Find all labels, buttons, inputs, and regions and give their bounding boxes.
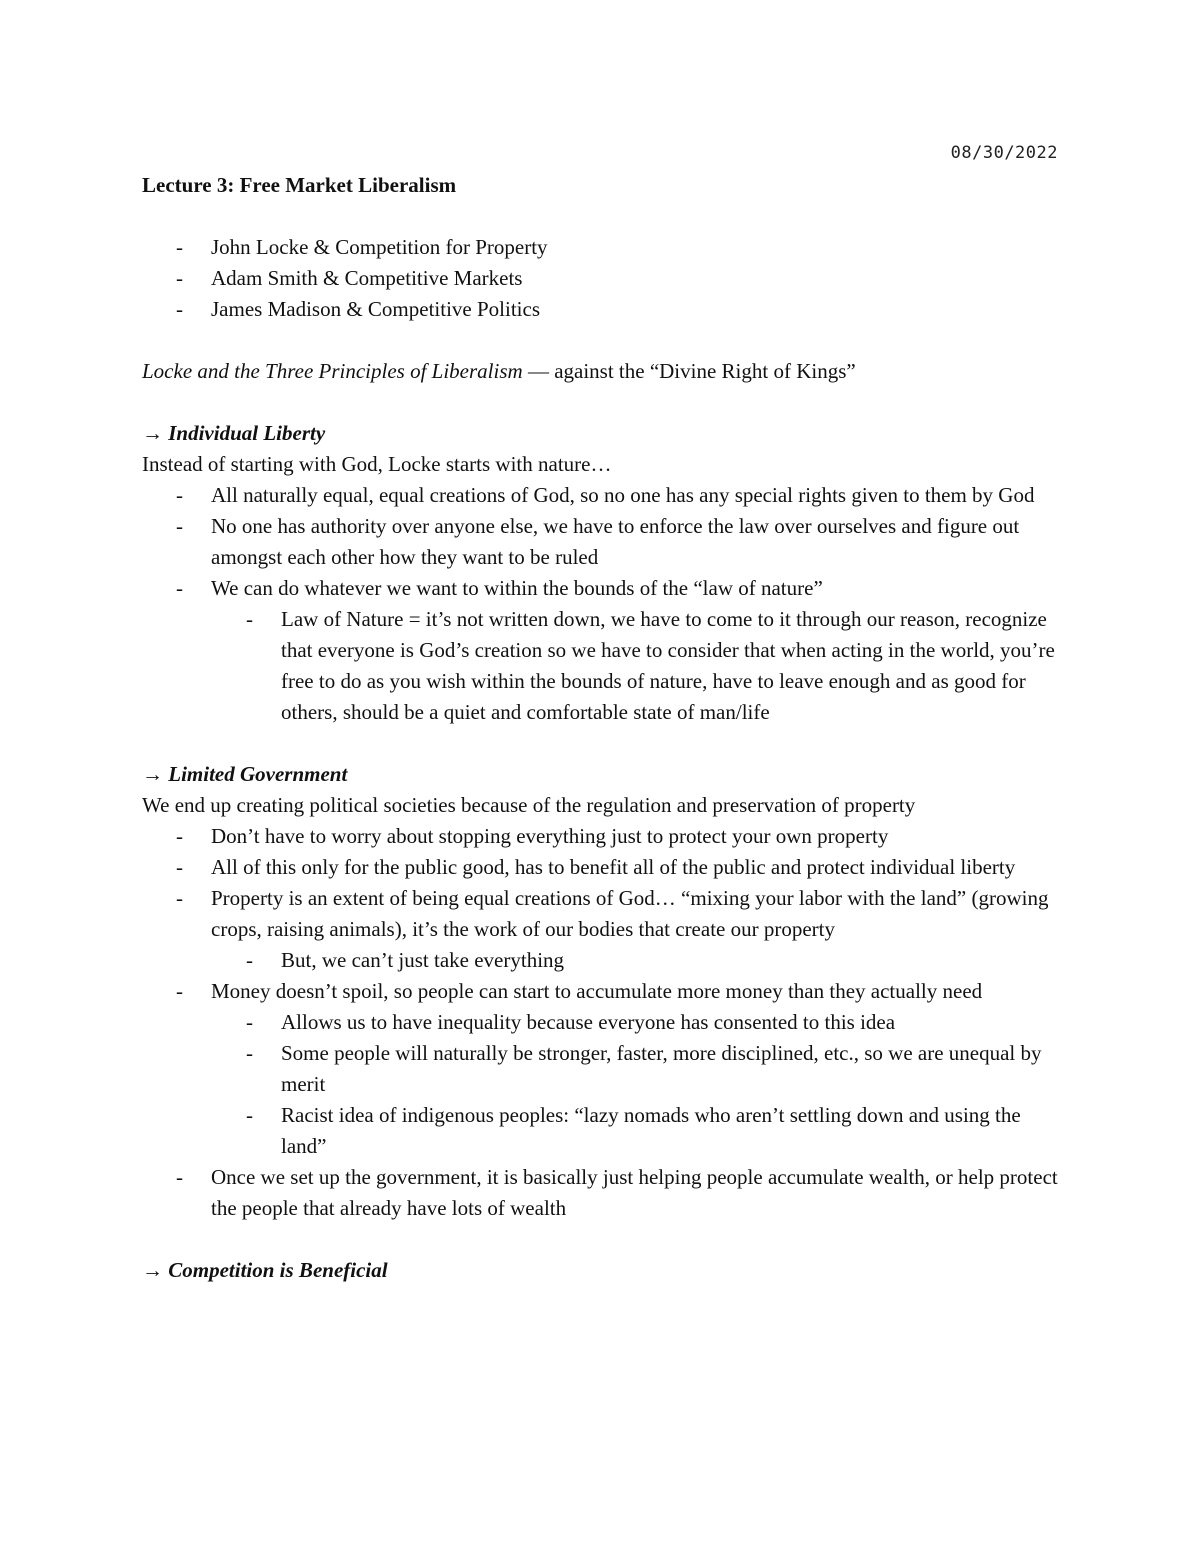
law-of-nature-sublist	[211, 604, 1062, 728]
outline-item: - Adam Smith & Competitive Markets	[211, 263, 1062, 294]
list-item-text: We can do whatever we want to within the bounds of the “law of nature”	[211, 576, 823, 600]
outline-item: - James Madison & Competitive Politics	[211, 294, 1062, 325]
sub-list-item: - Some people will naturally be stronger, faster, more disciplined, etc., so we are unequal by merit	[281, 1038, 1062, 1100]
section-heading-individual-liberty: → Individual Liberty	[142, 421, 326, 445]
list-item-text: Money doesn’t spoil, so people can start to accumulate more money than they actually need	[211, 979, 983, 1003]
principles-heading	[142, 356, 1062, 387]
list-item	[211, 883, 1062, 976]
limited-government-intro: We end up creating political societies because of the regulation and preservation of property	[142, 793, 916, 817]
list-item	[211, 976, 1062, 1162]
individual-liberty-list	[142, 480, 1062, 728]
limited-government-list	[142, 821, 1062, 1224]
list-item: - Once we set up the government, it is basically just helping people accumulate wealth, or help protect the people that already have lots of wealth	[211, 1162, 1062, 1224]
lecture-title: Lecture 3: Free Market Liberalism	[142, 173, 457, 197]
document-date: 08/30/2022	[950, 143, 1058, 163]
outline-item: - John Locke & Competition for Property	[211, 232, 1062, 263]
property-sublist	[211, 945, 1062, 976]
section-heading-competition: → Competition is Beneficial	[142, 1258, 388, 1282]
individual-liberty-intro: Instead of starting with God, Locke starts with nature…	[142, 452, 612, 476]
list-item	[211, 573, 1062, 728]
list-item: - No one has authority over anyone else, we have to enforce the law over ourselves and figure out amongst each other how they want to be ruled	[211, 511, 1062, 573]
principles-heading-italic: Locke and the Three Principles of Liberalism	[142, 359, 523, 383]
document-body	[142, 170, 1062, 1286]
list-item: - All of this only for the public good, has to benefit all of the public and protect individual liberty	[211, 852, 1062, 883]
section-heading-limited-government: → Limited Government	[142, 762, 348, 786]
sub-list-item: - Allows us to have inequality because everyone has consented to this idea	[281, 1007, 1062, 1038]
sub-list-item: - Law of Nature = it’s not written down, we have to come to it through our reason, recognize that everyone is God’s creation so we have to consider that when acting in the world, you’re free to do as you wish within the bounds of nature, have to leave enough and as good for others, should be a quiet and comfortable state of man/life	[281, 604, 1062, 728]
list-item-text: Property is an extent of being equal creations of God… “mixing your labor with the land” (growing crops, raising animals), it’s the work of our bodies that create our property	[211, 886, 1049, 941]
outline-list	[142, 232, 1062, 325]
list-item: - All naturally equal, equal creations of God, so no one has any special rights given to them by God	[211, 480, 1062, 511]
sub-list-item: - Racist idea of indigenous peoples: “lazy nomads who aren’t settling down and using the land”	[281, 1100, 1062, 1162]
principles-heading-rest: — against the “Divine Right of Kings”	[522, 359, 856, 383]
money-sublist	[211, 1007, 1062, 1162]
list-item: - Don’t have to worry about stopping everything just to protect your own property	[211, 821, 1062, 852]
sub-list-item: - But, we can’t just take everything	[281, 945, 1062, 976]
